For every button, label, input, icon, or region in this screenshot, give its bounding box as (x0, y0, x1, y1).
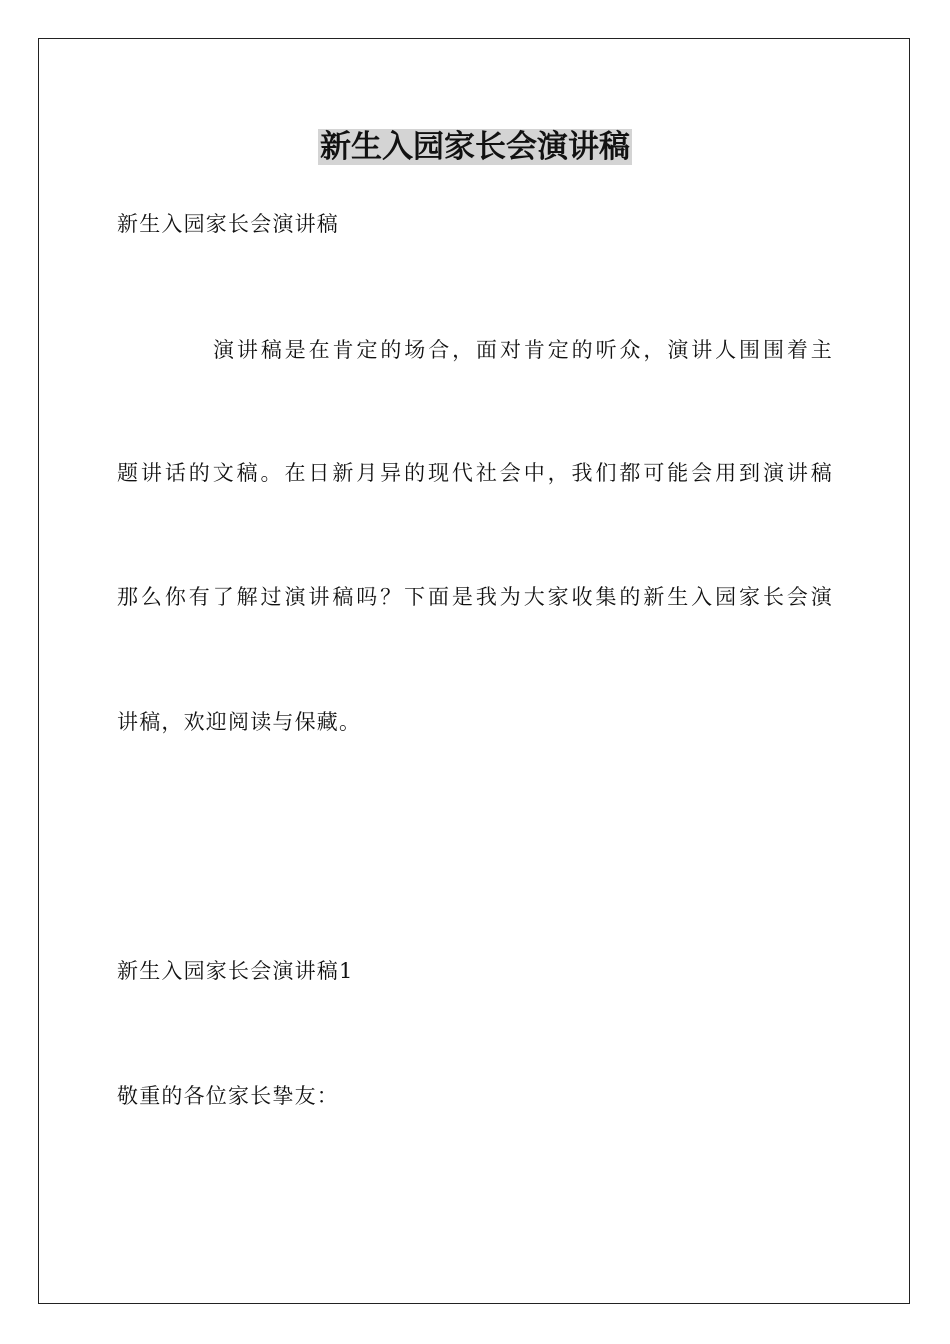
intro-line-4: 讲稿，欢迎阅读与保藏。 (117, 710, 362, 734)
greeting: 敬重的各位家长挚友： (117, 1084, 339, 1108)
document-title-text: 新生入园家长会演讲稿 (320, 129, 630, 165)
intro-line-3: 那么你有了解过演讲稿吗？下面是我为大家收集的新生入园家长会演 (117, 585, 833, 609)
intro-line-2: 题讲话的文稿。在日新月异的现代社会中，我们都可能会用到演讲稿 (117, 461, 833, 485)
document-title (0, 126, 950, 168)
document-subtitle: 新生入园家长会演讲稿 (117, 212, 339, 236)
section-heading: 新生入园家长会演讲稿1 (117, 959, 354, 983)
intro-line-1: 演讲稿是在肯定的场合，面对肯定的听众，演讲人围围着主 (213, 338, 833, 362)
